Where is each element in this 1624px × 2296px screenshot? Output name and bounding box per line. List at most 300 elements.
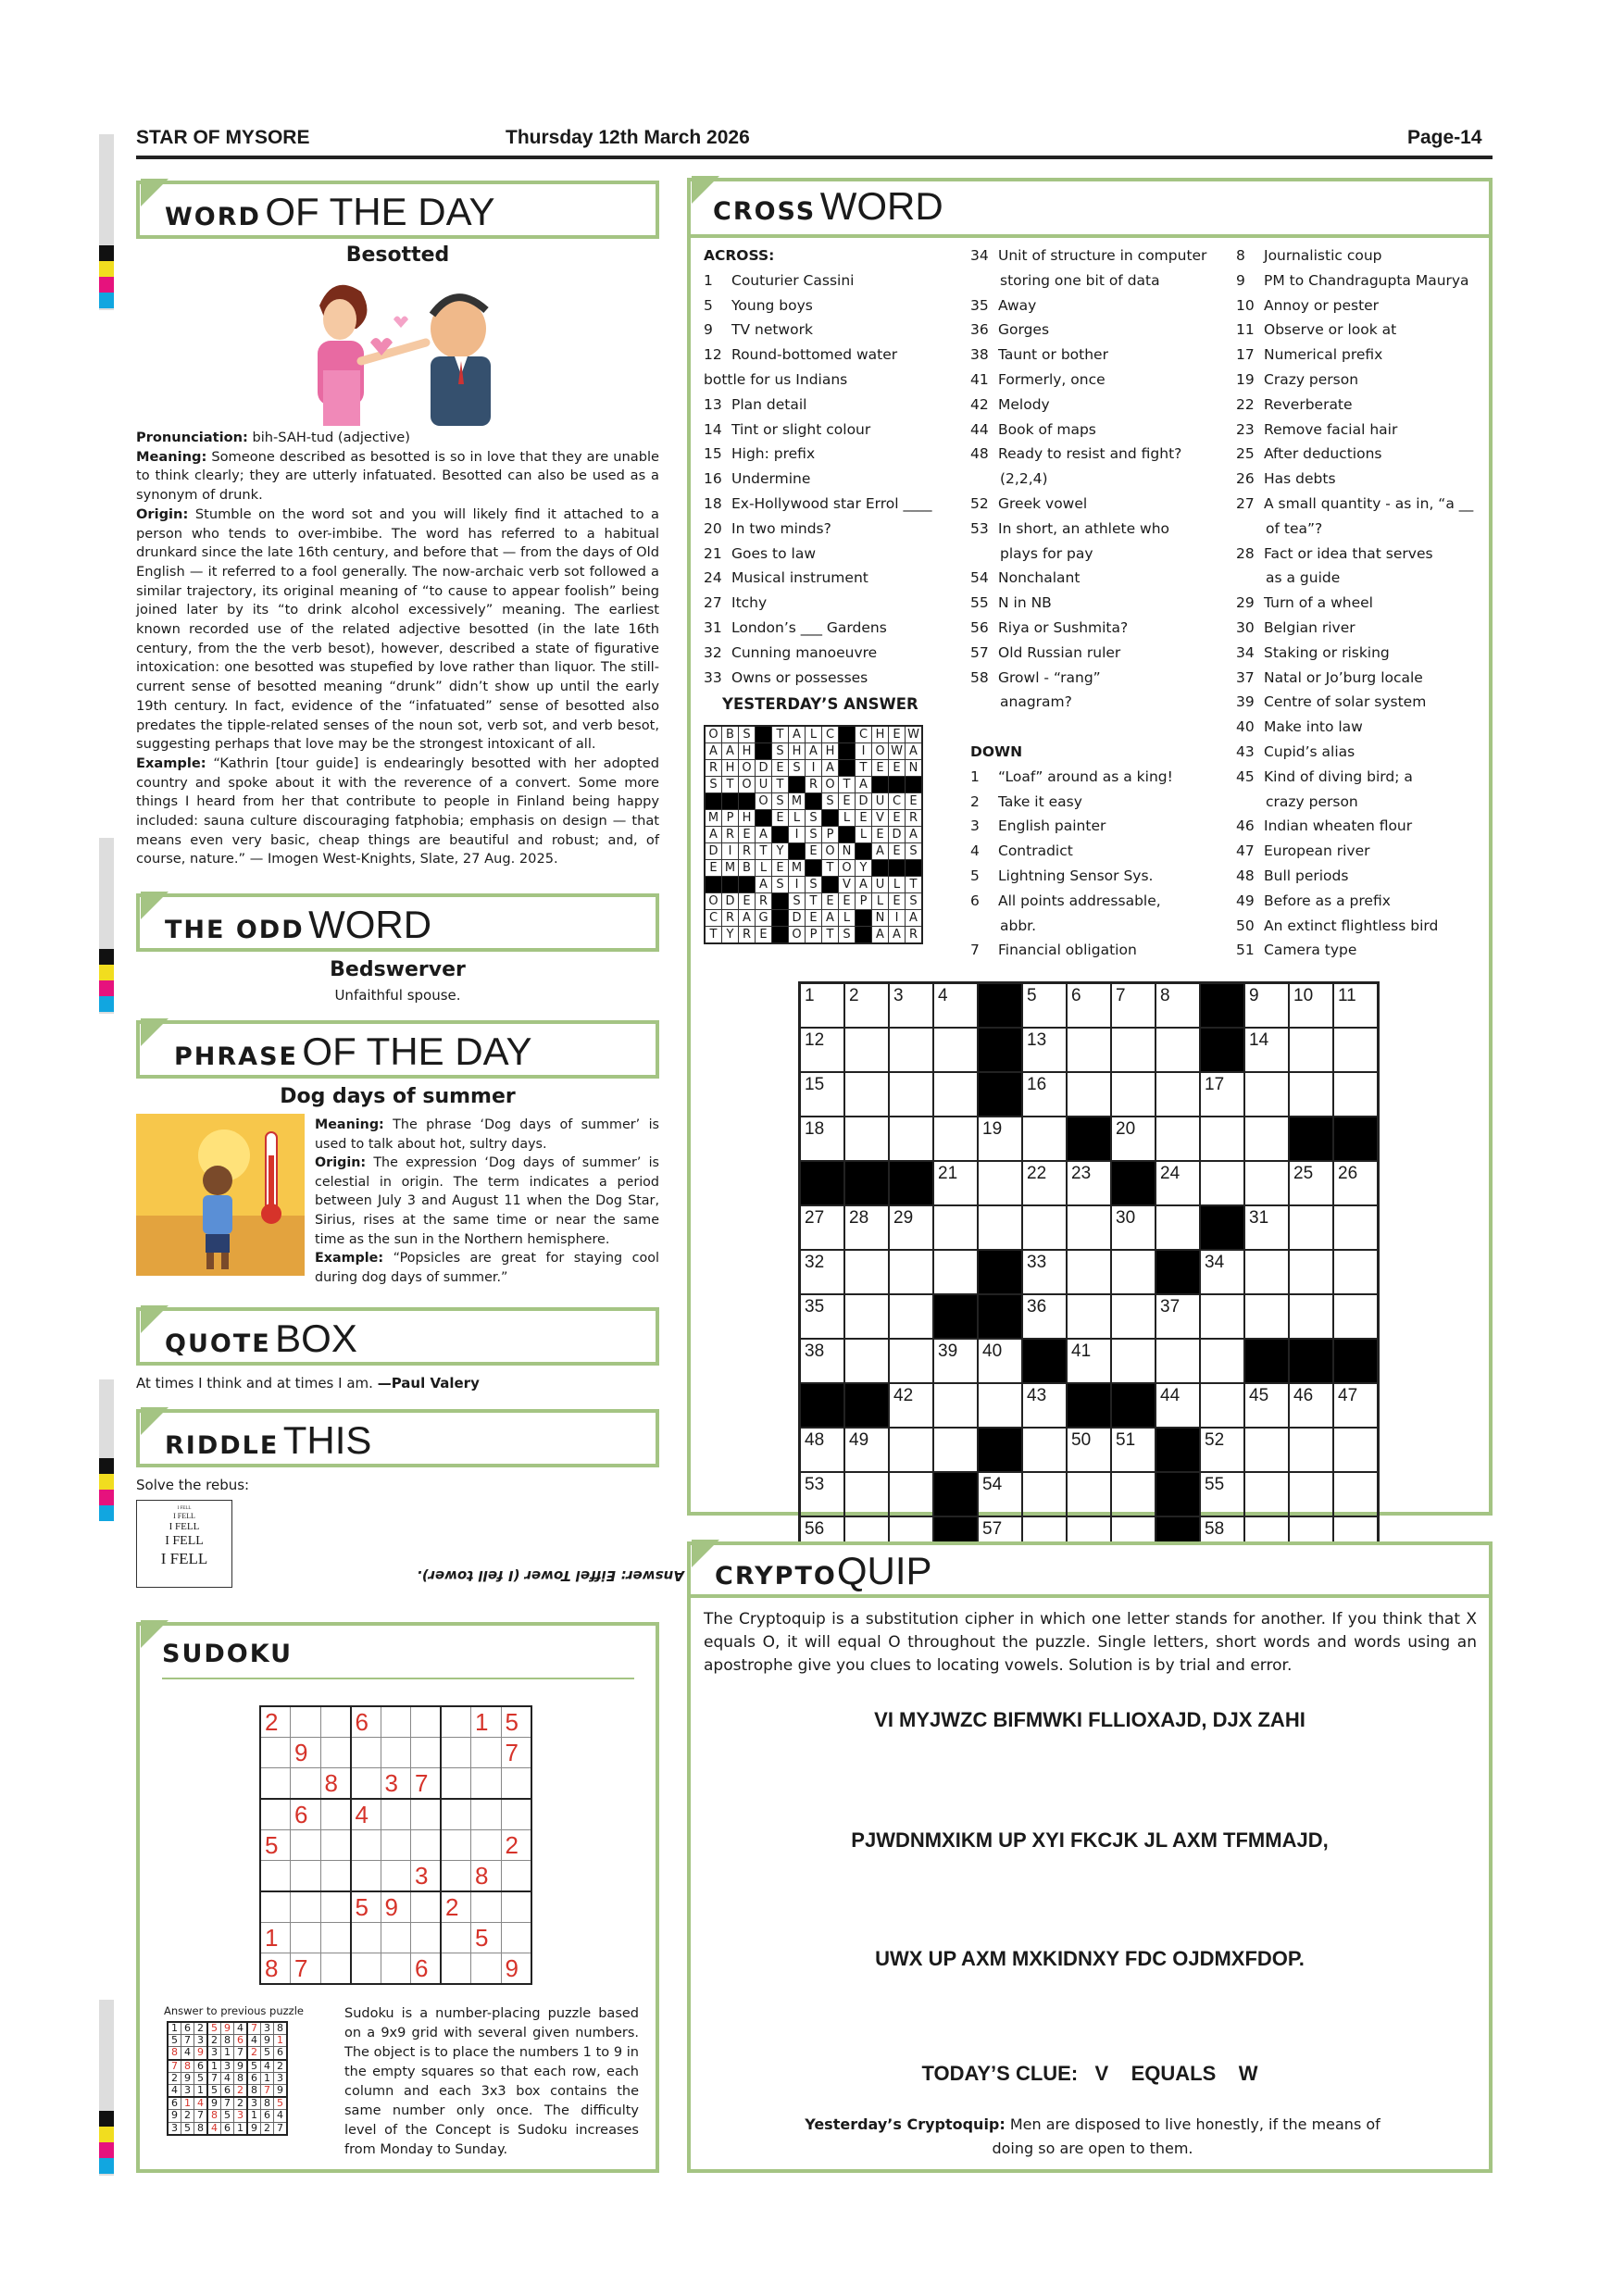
sudoku-cell[interactable]	[320, 1891, 351, 1923]
crossword-cell[interactable]	[1244, 1383, 1289, 1428]
sudoku-cell[interactable]: 6	[411, 1953, 442, 1985]
crossword-cell[interactable]	[1289, 1250, 1333, 1294]
sudoku-cell[interactable]	[351, 1768, 381, 1800]
clue-item	[1236, 268, 1486, 293]
crossword-cell[interactable]	[1067, 1205, 1111, 1250]
crossword-block	[1289, 1117, 1333, 1161]
crossword-cell[interactable]	[933, 1250, 978, 1294]
crossword-cell[interactable]	[1289, 1428, 1333, 1472]
sudoku-cell[interactable]	[381, 1706, 411, 1738]
crossword-cell[interactable]	[1200, 1294, 1244, 1339]
crossword-cell[interactable]	[1333, 1250, 1379, 1294]
crossword-cell[interactable]	[1067, 1339, 1111, 1383]
crossword-cell[interactable]	[1111, 1339, 1156, 1383]
crossword-cell[interactable]	[1111, 1294, 1156, 1339]
sudoku-cell[interactable]: 8	[260, 1953, 291, 1985]
crossword-cell[interactable]	[1289, 1072, 1333, 1117]
sudoku-cell[interactable]	[411, 1799, 442, 1830]
crossword-cell[interactable]	[978, 1472, 1022, 1516]
crossword-cell[interactable]	[889, 1339, 933, 1383]
crossword-block	[1111, 1383, 1156, 1428]
crossword-cell[interactable]	[889, 1072, 933, 1117]
down-clues-col3	[1236, 243, 1486, 963]
answer-block	[756, 743, 772, 760]
sudoku-cell[interactable]	[291, 1768, 321, 1800]
sudoku-cell[interactable]	[411, 1706, 442, 1738]
clue-text: Make into law	[1264, 718, 1363, 736]
crossword-cell[interactable]	[844, 1294, 889, 1339]
crossword-cell[interactable]	[1156, 1028, 1200, 1072]
answer-letter: E	[889, 726, 906, 743]
crossword-grid[interactable]	[798, 981, 1380, 1563]
sudoku-cell[interactable]: 9	[501, 1953, 531, 1985]
riddle-answer: Answer: Eiffel Tower (I fell tower).	[417, 1567, 684, 1584]
crossword-cell[interactable]	[933, 1339, 978, 1383]
crossword-cell[interactable]	[978, 1117, 1022, 1161]
sudoku-cell[interactable]	[471, 1830, 502, 1861]
sudoku-cell[interactable]: 6	[291, 1799, 321, 1830]
clue-number: 13	[704, 395, 722, 413]
crossword-cell[interactable]	[1200, 1117, 1244, 1161]
clue-text: Cupid’s alias	[1264, 742, 1355, 760]
cell-number: 43	[1027, 1386, 1047, 1405]
cell-number: 20	[1116, 1119, 1136, 1139]
crossword-cell[interactable]	[889, 1205, 933, 1250]
answer-block	[806, 860, 822, 877]
sudoku-cell[interactable]	[260, 1799, 291, 1830]
answer-letter: E	[822, 893, 839, 910]
crossword-cell[interactable]	[1067, 1028, 1111, 1072]
sudoku-cell[interactable]	[351, 1861, 381, 1892]
crossword-cell[interactable]	[1156, 1072, 1200, 1117]
sudoku-description: Sudoku is a number-placing puzzle based on a 9x9 grid with several given numbers. The object is to place the numbers 1 to 9 in the empty squares so that each row, each column and each 3x3 box contains the same number only once. The difficulty level of the Concept is Sudoku increases from Monday to Sunday.	[344, 2006, 639, 2157]
clue-text: Ex-Hollywood star Errol ____	[731, 494, 932, 512]
crossword-cell[interactable]	[1111, 1072, 1156, 1117]
crossword-cell[interactable]	[800, 983, 845, 1029]
crossword-cell[interactable]	[1244, 1117, 1289, 1161]
answer-letter: H	[739, 743, 756, 760]
sudoku-answer-cell: 9	[261, 2035, 274, 2047]
crossword-cell[interactable]	[1289, 1294, 1333, 1339]
yesterday-answer-grid	[704, 725, 923, 944]
crossword-block	[1111, 1161, 1156, 1205]
sudoku-cell[interactable]	[351, 1923, 381, 1953]
crossword-cell[interactable]	[1244, 1250, 1289, 1294]
crossword-cell[interactable]	[1244, 1472, 1289, 1516]
sudoku-answer-cell: 1	[181, 2097, 194, 2110]
sudoku-cell[interactable]	[381, 1861, 411, 1892]
crossword-cell[interactable]	[933, 1072, 978, 1117]
sudoku-answer-cell: 8	[207, 2110, 221, 2122]
clue-text: anagram?	[1000, 693, 1072, 711]
crossword-cell[interactable]	[1022, 1472, 1067, 1516]
crossword-block	[1333, 1339, 1379, 1383]
clue-text: “Loaf” around as a king!	[998, 767, 1173, 785]
sudoku-answer-cell: 7	[168, 2060, 181, 2073]
sudoku-cell[interactable]	[291, 1923, 321, 1953]
cell-number: 5	[1027, 986, 1037, 1005]
crossword-cell[interactable]	[889, 1428, 933, 1472]
cell-number: 44	[1160, 1386, 1181, 1405]
sudoku-cell[interactable]	[260, 1861, 291, 1892]
clue-number: 34	[1236, 643, 1255, 661]
clue-item	[704, 293, 940, 318]
sudoku-cell[interactable]	[260, 1738, 291, 1768]
sudoku-cell[interactable]: 1	[260, 1923, 291, 1953]
crossword-cell[interactable]	[1067, 1472, 1111, 1516]
sudoku-cell[interactable]	[320, 1706, 351, 1738]
crossword-cell[interactable]	[844, 1339, 889, 1383]
crossword-cell[interactable]	[800, 1294, 845, 1339]
clue-item	[704, 542, 940, 567]
sudoku-cell[interactable]	[351, 1738, 381, 1768]
crossword-cell[interactable]	[978, 1205, 1022, 1250]
crossword-cell[interactable]	[1022, 1383, 1067, 1428]
crossword-cell[interactable]	[1022, 1428, 1067, 1472]
clue-text: PM to Chandragupta Maurya	[1264, 271, 1469, 289]
sudoku-cell[interactable]	[441, 1768, 471, 1800]
sudoku-cell[interactable]	[441, 1861, 471, 1892]
clue-text: bottle for us Indians	[704, 370, 848, 388]
sudoku-cell[interactable]	[381, 1923, 411, 1953]
crossword-cell[interactable]	[1067, 1428, 1111, 1472]
crossword-cell[interactable]	[844, 1117, 889, 1161]
crossword-cell[interactable]	[1111, 1205, 1156, 1250]
sudoku-cell[interactable]	[381, 1953, 411, 1985]
sudoku-cell[interactable]	[320, 1738, 351, 1768]
crossword-cell[interactable]	[1289, 1161, 1333, 1205]
crossword-cell[interactable]	[1333, 1472, 1379, 1516]
clue-item	[1236, 740, 1486, 765]
clue-text: Staking or risking	[1264, 643, 1390, 661]
cell-number: 23	[1071, 1164, 1092, 1183]
cell-number: 7	[1116, 986, 1126, 1005]
sudoku-cell[interactable]	[471, 1738, 502, 1768]
crossword-cell[interactable]	[844, 1205, 889, 1250]
sudoku-cell[interactable]	[501, 1768, 531, 1800]
sudoku-cell[interactable]: 5	[260, 1830, 291, 1861]
sudoku-cell[interactable]	[260, 1891, 291, 1923]
sudoku-cell[interactable]	[351, 1830, 381, 1861]
crossword-block	[933, 1294, 978, 1339]
sudoku-answer-cell: 2	[168, 2072, 181, 2084]
crossword-cell[interactable]	[1289, 1383, 1333, 1428]
sudoku-cell[interactable]	[471, 1799, 502, 1830]
crossword-cell[interactable]	[1244, 983, 1289, 1029]
crossword-cell[interactable]	[978, 1383, 1022, 1428]
clue-text: Ready to resist and fight?	[998, 445, 1182, 463]
sudoku-cell[interactable]: 4	[351, 1799, 381, 1830]
sudoku-cell[interactable]	[441, 1830, 471, 1861]
sudoku-cell[interactable]	[501, 1861, 531, 1892]
sudoku-cell[interactable]	[291, 1861, 321, 1892]
sudoku-cell[interactable]: 3	[411, 1861, 442, 1892]
answer-letter: T	[772, 777, 789, 793]
crossword-cell[interactable]	[1111, 1117, 1156, 1161]
crossword-cell[interactable]	[1022, 1294, 1067, 1339]
answer-letter: H	[789, 743, 806, 760]
word-of-day-title: WORD OF THE DAY	[165, 190, 495, 233]
clue-number: 53	[970, 519, 989, 537]
answer-letter: L	[872, 893, 889, 910]
crossword-cell[interactable]	[1156, 1383, 1200, 1428]
crossword-cell[interactable]	[1244, 1161, 1289, 1205]
crossword-cell[interactable]	[933, 1383, 978, 1428]
crossword-cell[interactable]	[1244, 1205, 1289, 1250]
crossword-cell[interactable]	[933, 1117, 978, 1161]
sudoku-cell[interactable]	[291, 1830, 321, 1861]
sudoku-answer-cell: 4	[221, 2072, 234, 2084]
sudoku-cell[interactable]: 1	[471, 1706, 502, 1738]
crossword-cell[interactable]	[1333, 1428, 1379, 1472]
sudoku-cell[interactable]	[381, 1799, 411, 1830]
sudoku-cell[interactable]: 8	[471, 1861, 502, 1892]
crossword-cell[interactable]	[1022, 1072, 1067, 1117]
crossword-cell[interactable]	[1333, 1161, 1379, 1205]
sudoku-cell[interactable]: 9	[381, 1891, 411, 1923]
crossword-cell[interactable]	[1156, 1161, 1200, 1205]
crossword-cell[interactable]	[1022, 1028, 1067, 1072]
clue-text: Taunt or bother	[998, 346, 1108, 364]
crossword-cell[interactable]	[1022, 983, 1067, 1029]
sudoku-cell[interactable]	[501, 1891, 531, 1923]
crossword-cell[interactable]	[1111, 1428, 1156, 1472]
sudoku-cell[interactable]	[320, 1830, 351, 1861]
sudoku-cell[interactable]	[441, 1923, 471, 1953]
crossword-cell[interactable]	[1289, 1205, 1333, 1250]
sudoku-cell[interactable]	[441, 1738, 471, 1768]
answer-letter: E	[872, 827, 889, 843]
crossword-cell[interactable]	[1333, 1205, 1379, 1250]
crossword-cell[interactable]	[800, 1250, 845, 1294]
clue-number: 9	[704, 321, 713, 339]
crossword-cell[interactable]	[1067, 1294, 1111, 1339]
crossword-cell[interactable]	[1244, 1294, 1289, 1339]
crossword-cell[interactable]	[933, 1028, 978, 1072]
crossword-cell[interactable]	[1111, 1028, 1156, 1072]
crossword-cell[interactable]	[800, 1205, 845, 1250]
sudoku-cell[interactable]	[351, 1953, 381, 1985]
crossword-cell[interactable]	[1022, 1117, 1067, 1161]
answer-letter: S	[772, 793, 789, 810]
crossword-cell[interactable]	[1200, 1072, 1244, 1117]
answer-letter: O	[705, 893, 722, 910]
crossword-cell[interactable]	[844, 983, 889, 1029]
clue-item	[970, 517, 1220, 542]
clue-text: Turn of a wheel	[1264, 594, 1373, 612]
clue-text: Itchy	[731, 594, 768, 612]
crossword-cell[interactable]	[889, 1117, 933, 1161]
sudoku-cell[interactable]	[320, 1923, 351, 1953]
answer-block	[872, 860, 889, 877]
crossword-cell[interactable]	[1200, 1339, 1244, 1383]
sudoku-cell[interactable]	[381, 1738, 411, 1768]
crossword-cell[interactable]	[1244, 1072, 1289, 1117]
sudoku-cell[interactable]	[411, 1891, 442, 1923]
sudoku-cell[interactable]	[320, 1861, 351, 1892]
clue-text: N in NB	[998, 594, 1052, 612]
clue-item	[704, 492, 940, 517]
crossword-cell[interactable]	[1333, 1072, 1379, 1117]
crossword-cell[interactable]	[1022, 1250, 1067, 1294]
crossword-block	[1156, 1250, 1200, 1294]
crossword-cell[interactable]	[1111, 1250, 1156, 1294]
crossword-cell[interactable]	[1022, 1205, 1067, 1250]
sudoku-answer-cell: 2	[261, 2122, 274, 2135]
cell-number: 2	[849, 986, 859, 1005]
crossword-cell[interactable]	[933, 983, 978, 1029]
sudoku-cell[interactable]	[471, 1953, 502, 1985]
sudoku-cell[interactable]: 7	[411, 1768, 442, 1800]
sudoku-grid[interactable]	[259, 1705, 532, 1985]
crossword-cell[interactable]	[800, 1028, 845, 1072]
crossword-cell[interactable]	[844, 1072, 889, 1117]
sudoku-cell[interactable]: 8	[320, 1768, 351, 1800]
crossword-cell[interactable]	[889, 1294, 933, 1339]
sudoku-cell[interactable]	[320, 1953, 351, 1985]
crossword-cell[interactable]	[844, 1028, 889, 1072]
crossword-cell[interactable]	[800, 1072, 845, 1117]
crossword-cell[interactable]	[1111, 1472, 1156, 1516]
sudoku-cell[interactable]: 2	[501, 1830, 531, 1861]
crossword-cell[interactable]	[1200, 1428, 1244, 1472]
answer-letter: E	[739, 827, 756, 843]
sudoku-cell[interactable]: 5	[501, 1706, 531, 1738]
crossword-cell[interactable]	[889, 1028, 933, 1072]
sudoku-cell[interactable]	[291, 1891, 321, 1923]
crossword-cell[interactable]	[1156, 1117, 1200, 1161]
sudoku-cell[interactable]: 5	[471, 1923, 502, 1953]
sudoku-cell[interactable]	[471, 1768, 502, 1800]
crossword-cell[interactable]	[800, 1117, 845, 1161]
crossword-block	[978, 983, 1022, 1029]
crossword-cell[interactable]	[1156, 983, 1200, 1029]
sudoku-answer-cell: 3	[168, 2122, 181, 2135]
sudoku-answer-cell: 4	[168, 2084, 181, 2097]
crossword-cell[interactable]	[889, 983, 933, 1029]
answer-letter: E	[889, 843, 906, 860]
crossword-cell[interactable]	[978, 1339, 1022, 1383]
answer-letter: S	[806, 827, 822, 843]
crossword-cell[interactable]	[1289, 1028, 1333, 1072]
sudoku-cell[interactable]: 2	[441, 1891, 471, 1923]
sudoku-cell[interactable]: 7	[501, 1738, 531, 1768]
sudoku-answer-cell: 8	[247, 2084, 261, 2097]
crossword-cell[interactable]	[1200, 1161, 1244, 1205]
print-registration-marks	[99, 2111, 114, 2174]
crossword-cell[interactable]	[1067, 1161, 1111, 1205]
crossword-cell[interactable]	[1200, 1383, 1244, 1428]
answer-letter: O	[739, 777, 756, 793]
clue-item	[704, 641, 940, 666]
clue-number: 12	[704, 346, 722, 364]
sudoku-cell[interactable]	[441, 1953, 471, 1985]
across-label: ACROSS:	[704, 247, 775, 264]
crossword-cell[interactable]	[1156, 1294, 1200, 1339]
sudoku-cell[interactable]	[411, 1738, 442, 1768]
clue-number: 55	[970, 594, 989, 612]
crossword-cell[interactable]	[889, 1472, 933, 1516]
crossword-cell[interactable]	[844, 1428, 889, 1472]
sudoku-answer-cell: 3	[261, 2022, 274, 2035]
crossword-cell[interactable]	[1156, 1339, 1200, 1383]
sudoku-cell[interactable]: 6	[351, 1706, 381, 1738]
crossword-cell[interactable]	[1156, 1205, 1200, 1250]
cipher-line: PJWDNMXIKM UP XYI FKCJK JL AXM TFMMAJD,	[851, 1828, 1329, 1852]
crossword-cell[interactable]	[1067, 983, 1111, 1029]
sudoku-cell[interactable]: 9	[291, 1738, 321, 1768]
crossword-cell[interactable]	[1333, 1294, 1379, 1339]
cell-number: 39	[938, 1341, 958, 1361]
sudoku-cell[interactable]: 7	[291, 1953, 321, 1985]
sudoku-cell[interactable]: 3	[381, 1768, 411, 1800]
sudoku-cell[interactable]	[291, 1706, 321, 1738]
sudoku-cell[interactable]	[381, 1830, 411, 1861]
crossword-cell[interactable]	[1067, 1072, 1111, 1117]
crossword-cell[interactable]	[933, 1161, 978, 1205]
crossword-cell[interactable]	[1244, 1028, 1289, 1072]
sudoku-cell[interactable]	[501, 1923, 531, 1953]
crossword-cell[interactable]	[1067, 1250, 1111, 1294]
crossword-cell[interactable]	[1289, 1472, 1333, 1516]
answer-letter: O	[822, 777, 839, 793]
cell-number: 32	[805, 1253, 825, 1272]
crossword-cell[interactable]	[844, 1472, 889, 1516]
sudoku-cell[interactable]	[260, 1768, 291, 1800]
crossword-cell[interactable]	[1111, 983, 1156, 1029]
answer-letter: P	[806, 927, 822, 944]
crossword-cell[interactable]	[1289, 983, 1333, 1029]
crossword-cell[interactable]	[800, 1472, 845, 1516]
cell-number: 42	[893, 1386, 914, 1405]
crossword-cell[interactable]	[1244, 1428, 1289, 1472]
sudoku-cell[interactable]	[320, 1799, 351, 1830]
clue-text: Undermine	[731, 470, 811, 488]
sudoku-cell[interactable]: 2	[260, 1706, 291, 1738]
crossword-cell[interactable]	[933, 1205, 978, 1250]
crossword-cell[interactable]	[889, 1250, 933, 1294]
sudoku-cell[interactable]	[441, 1706, 471, 1738]
sudoku-cell[interactable]: 5	[351, 1891, 381, 1923]
crossword-cell[interactable]	[844, 1250, 889, 1294]
crossword-cell[interactable]	[889, 1383, 933, 1428]
sudoku-cell[interactable]	[471, 1891, 502, 1923]
sudoku-cell[interactable]	[411, 1830, 442, 1861]
crossword-cell[interactable]	[1200, 1250, 1244, 1294]
clue-item	[970, 467, 1220, 492]
clue-item	[1236, 243, 1486, 268]
sudoku-cell[interactable]	[411, 1923, 442, 1953]
clue-number: 27	[1236, 494, 1255, 512]
sudoku-cell[interactable]	[441, 1799, 471, 1830]
crossword-cell[interactable]	[933, 1428, 978, 1472]
sudoku-cell[interactable]	[501, 1799, 531, 1830]
crossword-cell[interactable]	[1333, 983, 1379, 1029]
clue-item	[1236, 666, 1486, 691]
crossword-cell[interactable]	[978, 1161, 1022, 1205]
clue-number: 22	[1236, 395, 1255, 413]
crossword-cell[interactable]	[1200, 1472, 1244, 1516]
answer-letter: C	[822, 726, 839, 743]
clue-item	[970, 641, 1220, 666]
crossword-cell[interactable]	[1022, 1161, 1067, 1205]
crossword-cell[interactable]	[1333, 1383, 1379, 1428]
crossword-cell[interactable]	[800, 1428, 845, 1472]
crossword-cell[interactable]	[800, 1339, 845, 1383]
sudoku-answer-cell: 1	[261, 2072, 274, 2084]
crossword-cell[interactable]	[1333, 1028, 1379, 1072]
crossword-block	[1244, 1339, 1289, 1383]
